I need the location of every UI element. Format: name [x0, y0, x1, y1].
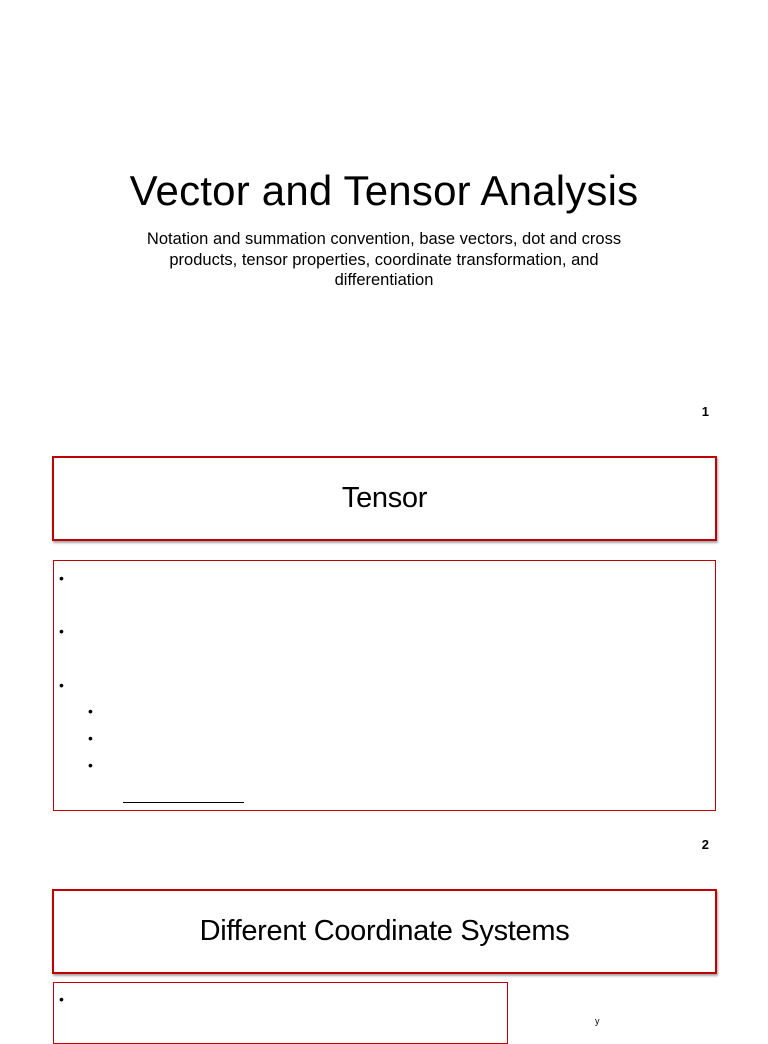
bullet-item: •	[59, 570, 64, 586]
slide-content-box	[53, 560, 716, 811]
presentation-subtitle: Notation and summation convention, base vectors, dot and cross products, tensor properties, coordinate transformation, and differentiation	[146, 230, 622, 289]
slide-title: Different Coordinate Systems	[199, 915, 570, 947]
bullet-item: •	[59, 991, 64, 1007]
tensor-slide	[0, 432, 768, 864]
bullet-item: •	[59, 623, 64, 639]
slide-title-box	[52, 456, 717, 541]
slide-title: Tensor	[341, 482, 428, 514]
presentation-title: Vector and Tensor Analysis	[129, 167, 639, 214]
bullet-item: •	[59, 677, 64, 693]
title-slide	[0, 0, 768, 432]
slide-title-box	[52, 889, 717, 974]
coordinate-systems-slide	[0, 864, 768, 1024]
sub-bullet-item: •	[88, 730, 93, 746]
slide-content-box	[53, 982, 508, 1044]
page-number: 2	[701, 837, 709, 852]
page-number: 1	[701, 404, 709, 419]
sub-bullet-item: •	[88, 757, 93, 773]
axis-label: y	[595, 1016, 600, 1026]
underline-rule	[123, 802, 244, 803]
sub-bullet-item: •	[88, 703, 93, 719]
